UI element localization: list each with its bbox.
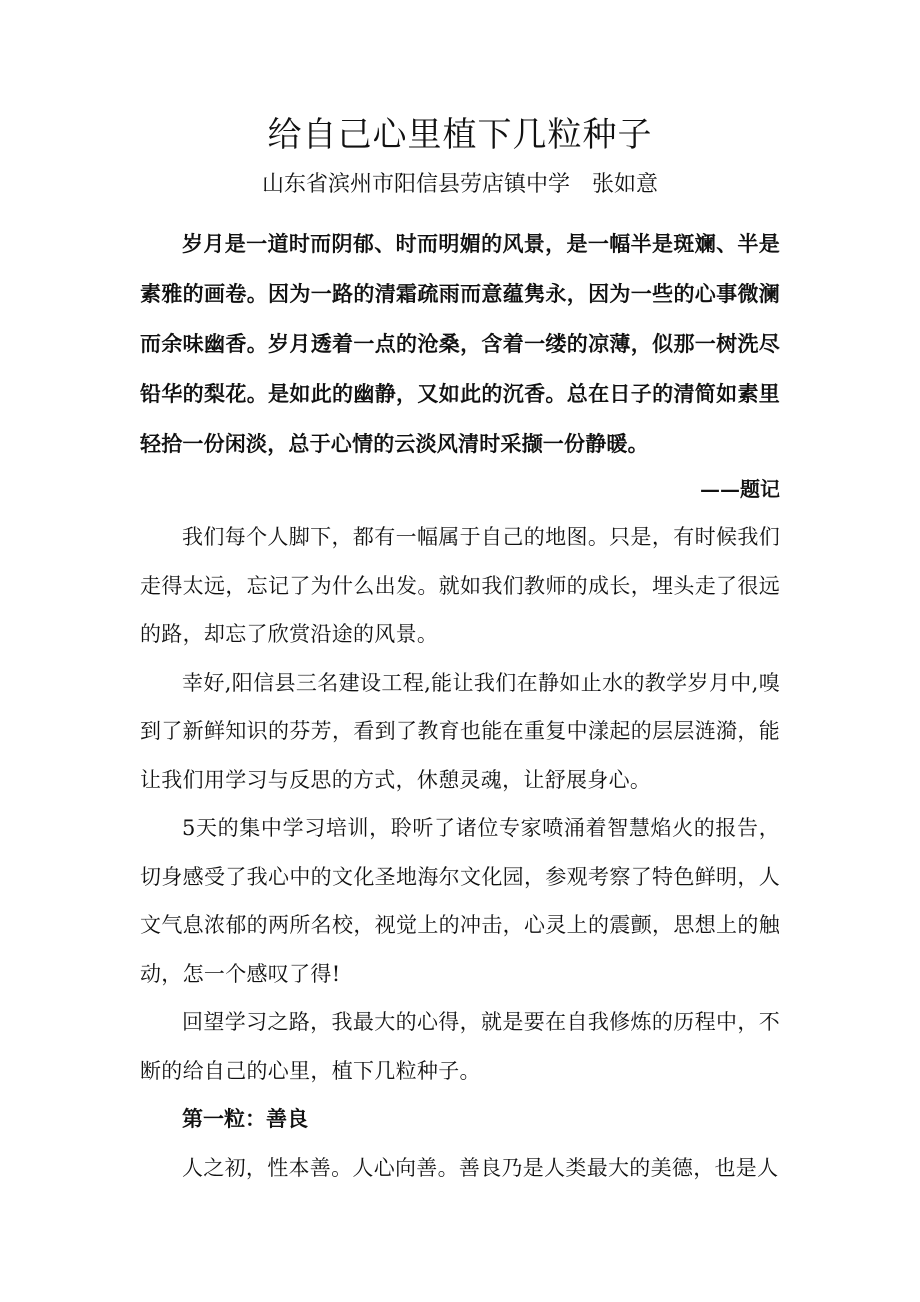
epigraph-signature: ——题记 <box>700 477 780 501</box>
document-page <box>140 105 780 1192</box>
body-paragraph-2: 幸好,阳信县三名建设工程,能让我们在静如止水的教学岁月中,嗅到了新鲜知识的芬芳，看到了教育也能在重复中漾起的层层涟漪，能让我们用学习与反思的方式，休憩灵魂，让舒展身心。 <box>140 670 780 792</box>
body-paragraph-3: 5天的集中学习培训，聆听了诸位专家喷涌着智慧焰火的报告，切身感受了我心中的文化圣地海尔文化园，参观考察了特色鲜明，人文气息浓郁的两所名校，视觉上的冲击，心灵上的震颤，思想上的触动，怎一个感叹了得! <box>140 816 780 986</box>
section-heading: 第一粒：善良 <box>182 1106 308 1131</box>
body-paragraph-4: 回望学习之路，我最大的心得，就是要在自我修炼的历程中，不断的给自己的心里，植下几粒种子。 <box>140 1010 780 1083</box>
epigraph: 岁月是一道时而阴郁、时而明媚的风景，是一幅半是斑斓、半是素雅的画卷。因为一路的清霜疏雨而意蕴隽永，因为一些的心事微澜而余味幽香。岁月透着一点的沧桑，含着一缕的凉薄，似那一树洗尽铅华的梨花。是如此的幽静，又如此的沉香。总在日子的清简如素里轻拾一份闲淡，总于心情的云淡风清时采撷一份静暖。 <box>140 231 780 456</box>
document-title: 给自己心里植下几粒种子 <box>267 115 653 155</box>
author-line: 山东省滨州市阳信县劳店镇中学 张如意 <box>261 172 658 197</box>
section-paragraph: 人之初，性本善。人心向善。善良乃是人类最大的美德，也是人 <box>182 1155 779 1180</box>
body-paragraph-1: 我们每个人脚下，都有一幅属于自己的地图。只是，有时候我们走得太远，忘记了为什么出发。就如我们教师的成长，埋头走了很远的路，却忘了欣赏沿途的风景。 <box>140 525 780 646</box>
